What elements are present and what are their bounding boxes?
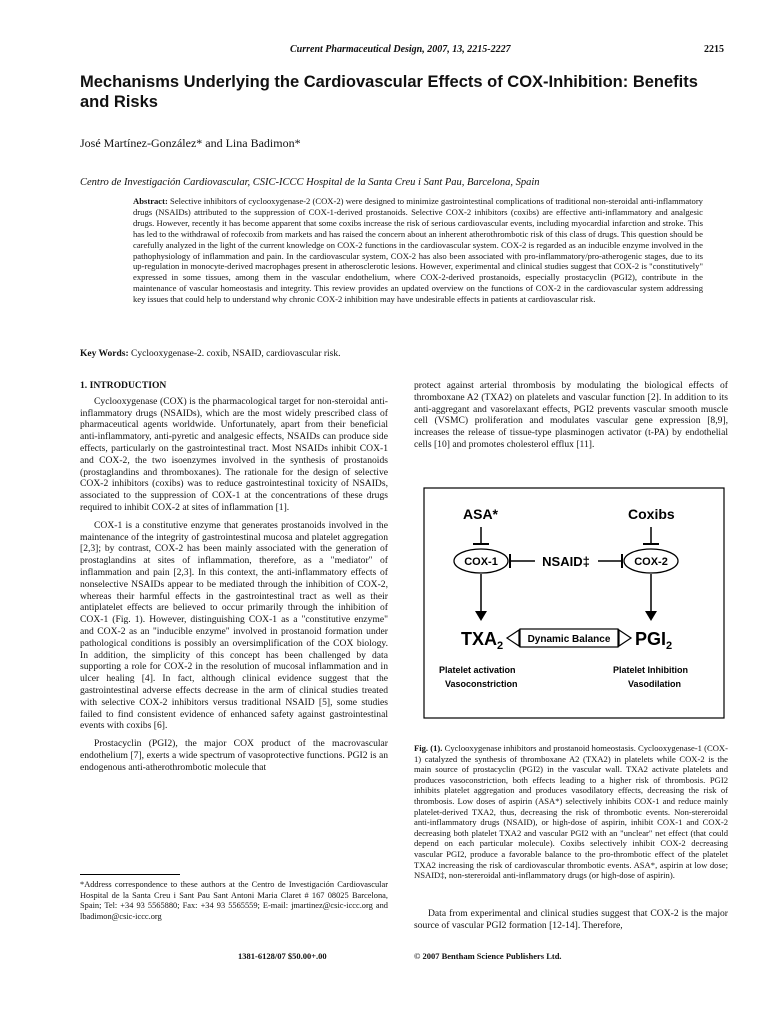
abstract: [133, 196, 703, 305]
pgi2-label: $PGI_2$: [635, 629, 673, 652]
intro-paragraph-5: Data from experimental and clinical studies suggest that COX-2 is the major source of vascular PGI2 formation [12-14]. Therefore,: [414, 908, 728, 931]
journal-citation: Current Pharmaceutical Design, 2007, 13, 2215-2227: [290, 44, 511, 55]
issn-price: 1381-6128/07 $50.00+.00: [238, 951, 327, 961]
caption-label: Fig. (1).: [414, 743, 443, 753]
affiliation: Centro de Investigación Cardiovascular, CSIC-ICCC Hospital de la Santa Creu i Sant Pau, Barcelona, Spain: [80, 177, 540, 188]
keywords-text: Cyclooxygenase-2. coxib, NSAID, cardiovascular risk.: [131, 349, 341, 359]
correspondence-footnote: *Address correspondence to these authors at the Centro de Investigación Cardiovascular Hospital de la Santa Creu i Sant Pau Sant Antoni Maria Claret # 167 08025 Barcelona, Spain; Tel: +34 93 5565880; Fax: +34 93 5565559; E-mail: jmartinez@csic-iccc.org and lbadimon@csic-iccc.org: [80, 880, 388, 921]
keywords-label: Key Words:: [80, 349, 129, 359]
dynamic-balance-label: Dynamic Balance: [527, 634, 611, 645]
right-column-bottom: [414, 908, 728, 938]
figure-diagram: [423, 487, 725, 719]
intro-paragraph-3: Prostacyclin (PGI2), the major COX product of the macrovascular endothelium [7], exerts a wide spectrum of vasoprotective functions. PGI2 is an endogenous anti-atherothrombotic molecule that: [80, 738, 388, 773]
left-column: [80, 380, 388, 780]
figure-1: [423, 487, 725, 719]
cox2-label: COX-2: [634, 556, 668, 568]
author-list: José Martínez-González* and Lina Badimon*: [80, 136, 301, 150]
vasoconstriction-label: Vasoconstriction: [445, 679, 518, 689]
intro-paragraph-1: Cyclooxygenase (COX) is the pharmacological target for non-steroidal anti-inflammatory drugs (NSAIDs), which are the most widely prescribed class of pharmaceutical agents worldwide. Unfortunately, apart from their beneficial anti-inflammatory, anti-pyretic and analgesic effects, NSAIDs can produce side effects, particularly on the gastrointestinal tract. Most NSAIDs inhibit COX-1 and COX-2, the two isoenzymes involved in the synthesis of prostanoids (prostaglandins and thromboxanes). The rationale for the design of selective COX-2 inhibitors (coxibs) was to reduce gastrointestinal toxicity of NSAIDs, associated to the suppression of COX-1 at the concentrations of these drugs required to inhibit COX-2 at sites of inflammation [1].: [80, 395, 388, 513]
asa-label: ASA*: [463, 506, 499, 522]
platelet-inhibition-label: Platelet Inhibition: [613, 665, 689, 675]
abstract-text: Selective inhibitors of cyclooxygenase-2 (COX-2) were designed to minimize gastrointestinal complications of traditional non-steroidal anti-inflammatory drugs (NSAIDs) attributed to the suppression of COX-1-derived prostanoids. Selective COX-2 inhibitors (coxibs) are effective anti-inflammatory and analgesic drugs. However, recently it has become apparent that some coxibs increase the risk of serious cardiovascular events, including myocardial infarction and stroke. This has led to the withdrawal of rofecoxib from markets and has raised the concern about an inherent atherothrombotic risk of this class of drugs. This question should be carefully analyzed in the light of the current knowledge on COX-2 functions in the cardiovascular system. COX-2 is regarded as an inducible enzyme involved in the pathophysiology of inflammation and pain. In the cardiovascular system, COX-2 has also been associated with pro-inflammatory/pro-atherogenic stages, due to its up-regulation in monocyte-derived macrophages present in atherosclerotic lesions. However, experimental and clinical studies suggest that COX-2 is "constitutively" expressed in some tissues, among them in the vascular endothelium, where COX-2-derived prostanoids, especially prostacyclin (PGI2), contribute in the maintenance of vascular homeostasis and integrity. This review provides an updated overview on the functions of COX-2 in the cardiovascular system addressing key issues that could help to understand why chronic COX-2 inhibition may have undesirable effects in patients at cardiovascular risk.: [133, 196, 703, 305]
caption-text: Cyclooxygenase inhibitors and prostanoid homeostasis. Cyclooxygenase-1 (COX-1) catalyzed the synthesis of thromboxane A2 (TXA2) in platelets while COX-2 is the main source of prostacyclin (PGI2) in the vascular wall. TXA2 activate platelets and produces vasoconstriction, both effects leading to a higher risk of thrombosis. PGI2 inhibits platelet aggregation and produces vasodilatory effects, decreasing the risk of thrombosis. Low doses of aspirin (ASA*) selectively inhibits COX-1 and reduce mainly platelet-derived TXA2, thus, decreasing the risk of thrombotic events. Non-stereroidal anti-inflammatory drugs (NSAID), or high-dose of aspirin, inhibit COX-1 and COX-2 decreasing both platelet TXA2 and vascular PGI2 with an "unclear" net effect (that could depend on each particular molecule). Coxibs selectively inhibit COX-2 decreasing vascular PGI2, produce a favorable balance to the pro-thrombotic effect of the platelet TXA2 increasing the risk of cardiovascular thrombotic events. ASA*, aspirin at low dose; NSAID‡, non-stereroidal anti-inflammatory drugs (or high-dose of aspirin).: [414, 743, 728, 881]
nsaid-label: NSAID‡: [542, 554, 590, 569]
page-number: 2215: [704, 44, 724, 55]
article-title: Mechanisms Underlying the Cardiovascular Effects of COX-Inhibition: Benefits and Risks: [80, 73, 698, 111]
intro-paragraph-2: COX-1 is a constitutive enzyme that generates prostanoids involved in the maintenance of the integrity of gastrointestinal mucosa and platelet aggregation [2,3]; by contrast, COX-2 has been mainly associated with the generation of prostaglandins at sites of inflammation, therefore, as a "mediator" of inflammation and pain [2,3]. In this context, the anti-inflammatory effects of nonselective NSAIDs appear to be mediated through the inhibition of COX-2, whereas their harmful effects in the gastrointestinal tract as well as their antiplatelet effects are believed to occur primarily through the inhibition of COX-1 (Fig. 1). However, distinguishing COX-1 as a "constitutive enzyme" and COX-2 as an "inducible enzyme" involved in prostanoid formation under pathological conditions is possibly an oversimplification of the COX biology. In addition, the simplicity of this concept has been challenged by data supporting a role for COX-2 in the resolution of mucosal inflammation and in ulcer healing [4]. In fact, although clinical evidence suggest that the gastrointestinal adverse effects decrease in the arm of clinical studies treated with selective COX-2 inhibitors versus traditional NSAID [5], some studies failed to find consistent evidence of enhanced safety against gastrointestinal events with coxibs [6].: [80, 519, 388, 732]
section-heading: 1. INTRODUCTION: [80, 380, 167, 391]
platelet-activation-label: Platelet activation: [439, 665, 516, 675]
right-column-top: [414, 380, 728, 457]
keywords: [80, 349, 730, 359]
txa2-label: $TXA_2$: [461, 629, 504, 652]
copyright: © 2007 Bentham Science Publishers Ltd.: [414, 951, 562, 961]
coxibs-label: Coxibs: [628, 506, 675, 522]
intro-paragraph-4: protect against arterial thrombosis by modulating the biological effects of thromboxane A2 (TXA2) on platelets and vascular function [2]. In addition to its anti-aggregant and vasorelaxant effects, PGI2 prevents vascular smooth muscle cell (VSMC) proliferation and modulates vascular gene expression [8,9], increases the release of tissue-type plasminogen activator (t-PA) by endothelial cells [10] and promotes cholesterol efflux [11].: [414, 380, 728, 450]
cox1-label: COX-1: [464, 556, 498, 568]
abstract-label: Abstract:: [133, 196, 168, 206]
footnote-rule: [80, 874, 180, 875]
vasodilation-label: Vasodilation: [628, 679, 682, 689]
figure-caption: [414, 743, 728, 881]
